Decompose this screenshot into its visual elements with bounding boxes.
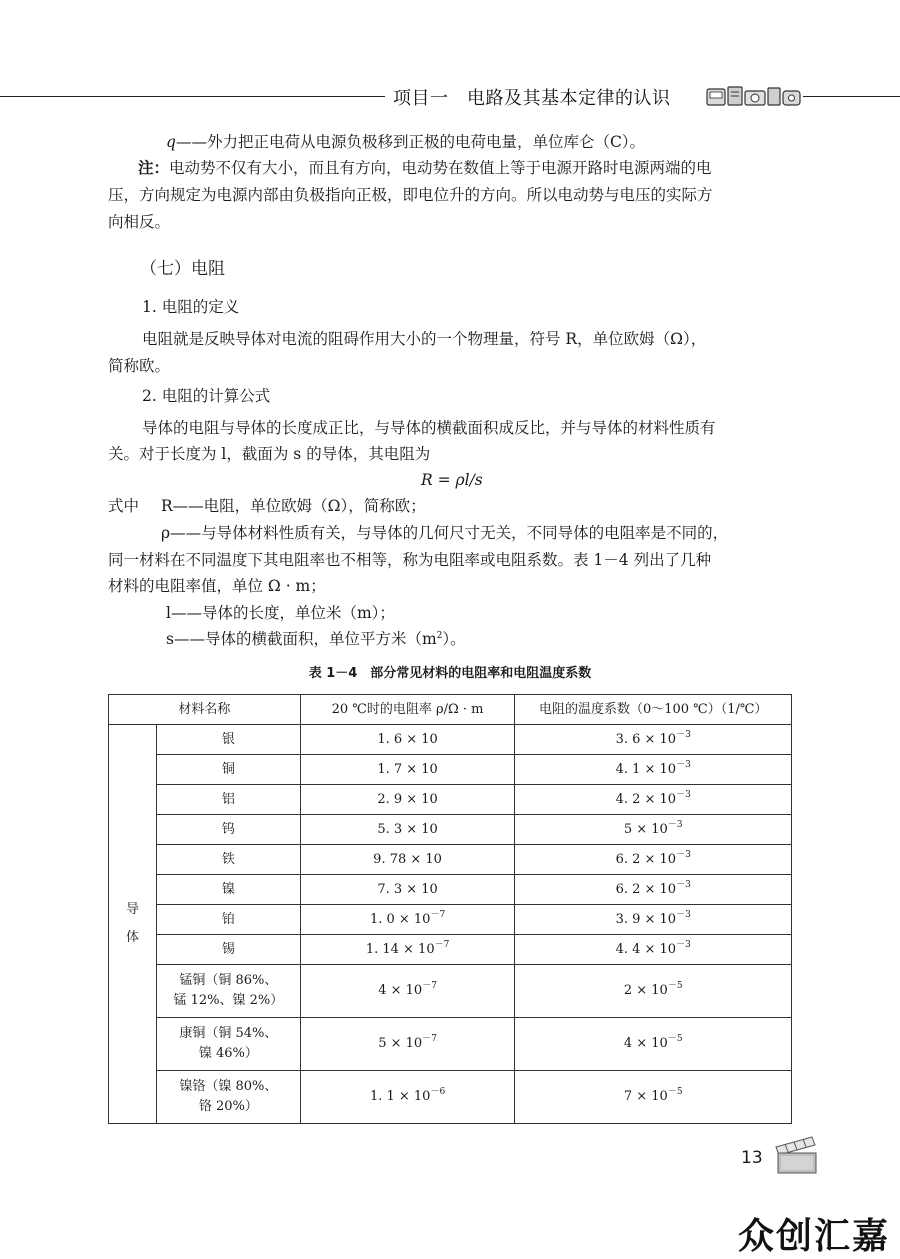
rho-line-1: ρ——与导体材料性质有关，与导体的几何尺寸无关，不同导体的电阻率是不同的， bbox=[161, 524, 729, 542]
table-row bbox=[109, 1071, 792, 1124]
resistivity-value: 2. 9 × 10 bbox=[300, 785, 515, 815]
table-row bbox=[109, 935, 792, 965]
table-row bbox=[109, 905, 792, 935]
resistivity-value: $4 \times 10^{-7}$ bbox=[300, 965, 515, 1018]
material-name: 铂 bbox=[156, 905, 300, 935]
resistivity-value: 7. 3 × 10 bbox=[300, 875, 515, 905]
resistance-formula: R = ρl/s bbox=[421, 471, 483, 489]
rho-line-2: 同一材料在不同温度下其电阻率也不相等，称为电阻率或电阻系数。表 1－4 列出了几种 bbox=[108, 551, 712, 569]
resistivity-value: 9. 78 × 10 bbox=[300, 845, 515, 875]
temp-coeff-value: 4. $1 \times 10^{-3}$ bbox=[515, 755, 792, 785]
temp-coeff-value: 3. $6 \times 10^{-3}$ bbox=[515, 725, 792, 755]
definition-line-2: 简称欧。 bbox=[108, 357, 171, 375]
table-row bbox=[109, 875, 792, 905]
table-row bbox=[109, 1018, 792, 1071]
header-rule-left bbox=[0, 96, 385, 97]
header-resistivity: 20 ℃时的电阻率 ρ/Ω · m bbox=[300, 695, 515, 725]
header-temp-coeff: 电阻的温度系数（0～100 ℃）（1/℃） bbox=[515, 695, 792, 725]
table-row bbox=[109, 755, 792, 785]
subheading-definition: 1. 电阻的定义 bbox=[142, 298, 240, 316]
material-name: 钨 bbox=[156, 815, 300, 845]
temp-coeff-value: $7 \times 10^{-5}$ bbox=[515, 1071, 792, 1124]
table-row bbox=[109, 965, 792, 1018]
header-decoration-icon bbox=[706, 84, 802, 108]
resistivity-value: $5 \times 10^{-7}$ bbox=[300, 1018, 515, 1071]
note-line-1: 注：电动势不仅有大小，而且有方向，电动势在数值上等于电源开路时电源两端的电 bbox=[138, 159, 712, 177]
resistivity-value: 5. 3 × 10 bbox=[300, 815, 515, 845]
page-number: 13 bbox=[741, 1148, 763, 1168]
material-name: 银 bbox=[156, 725, 300, 755]
table-row bbox=[109, 785, 792, 815]
where-label: 式中 bbox=[108, 497, 140, 515]
note-line-2: 压，方向规定为电源内部由负极指向正极，即电位升的方向。所以电动势与电压的实际方 bbox=[108, 186, 713, 204]
temp-coeff-value: $4 \times 10^{-5}$ bbox=[515, 1018, 792, 1071]
q-definition: q——外力把正电荷从电源负极移到正极的电荷电量，单位库仑（C）。 bbox=[166, 133, 646, 151]
resistivity-value: 1. $0 \times 10^{-7}$ bbox=[300, 905, 515, 935]
l-definition: l——导体的长度，单位米（m）； bbox=[166, 604, 395, 622]
material-name: 铁 bbox=[156, 845, 300, 875]
resistivity-table bbox=[108, 694, 792, 1124]
material-name: 铝 bbox=[156, 785, 300, 815]
section-heading: （七）电阻 bbox=[140, 259, 225, 279]
temp-coeff-value: $2 \times 10^{-5}$ bbox=[515, 965, 792, 1018]
material-name: 锰铜（铜 86%、 锰 12%、镍 2%） bbox=[156, 965, 300, 1018]
clapperboard-icon bbox=[772, 1133, 820, 1175]
table-row bbox=[109, 725, 792, 755]
rho-line-3: 材料的电阻率值，单位 Ω · m； bbox=[108, 577, 326, 595]
header-material: 材料名称 bbox=[109, 695, 301, 725]
resistivity-value: 1. 6 × 10 bbox=[300, 725, 515, 755]
resistivity-value: 1. $1 \times 10^{-6}$ bbox=[300, 1071, 515, 1124]
table-caption: 表 1－4 部分常见材料的电阻率和电阻温度系数 bbox=[308, 666, 592, 681]
definition-line-1: 电阻就是反映导体对电流的阻碍作用大小的一个物理量，符号 R，单位欧姆（Ω）， bbox=[142, 330, 707, 348]
table-row bbox=[109, 845, 792, 875]
subheading-formula: 2. 电阻的计算公式 bbox=[142, 387, 271, 405]
temp-coeff-value: 6. $2 \times 10^{-3}$ bbox=[515, 875, 792, 905]
group-label-conductor: 导体 bbox=[109, 725, 157, 1124]
watermark-text: 众创汇嘉 bbox=[738, 1216, 891, 1257]
material-name: 铜 bbox=[156, 755, 300, 785]
material-name: 镍铬（镍 80%、 铬 20%） bbox=[156, 1071, 300, 1124]
note-line-3: 向相反。 bbox=[108, 213, 171, 231]
temp-coeff-value: 3. $9 \times 10^{-3}$ bbox=[515, 905, 792, 935]
header-rule-right bbox=[803, 96, 900, 97]
running-header-title: 项目一 电路及其基本定律的认识 bbox=[393, 88, 671, 109]
temp-coeff-value: $5 \times 10^{-3}$ bbox=[515, 815, 792, 845]
table-row bbox=[109, 815, 792, 845]
table-header-row bbox=[109, 695, 792, 725]
temp-coeff-value: 4. $4 \times 10^{-3}$ bbox=[515, 935, 792, 965]
material-name: 锡 bbox=[156, 935, 300, 965]
temp-coeff-value: 4. $2 \times 10^{-3}$ bbox=[515, 785, 792, 815]
material-name: 镍 bbox=[156, 875, 300, 905]
material-name: 康铜（铜 54%、 镍 46%） bbox=[156, 1018, 300, 1071]
resistivity-value: 1. $14 \times 10^{-7}$ bbox=[300, 935, 515, 965]
s-definition: s——导体的横截面积，单位平方米$(m^2)$。 bbox=[166, 630, 466, 648]
calc-line-2: 关。对于长度为 l，截面为 s 的导体，其电阻为 bbox=[108, 445, 431, 463]
temp-coeff-value: 6. $2 \times 10^{-3}$ bbox=[515, 845, 792, 875]
resistivity-value: 1. 7 × 10 bbox=[300, 755, 515, 785]
r-definition: R——电阻，单位欧姆（Ω），简称欧； bbox=[161, 497, 426, 515]
calc-line-1: 导体的电阻与导体的长度成正比，与导体的横截面积成反比，并与导体的材料性质有 bbox=[142, 419, 716, 437]
